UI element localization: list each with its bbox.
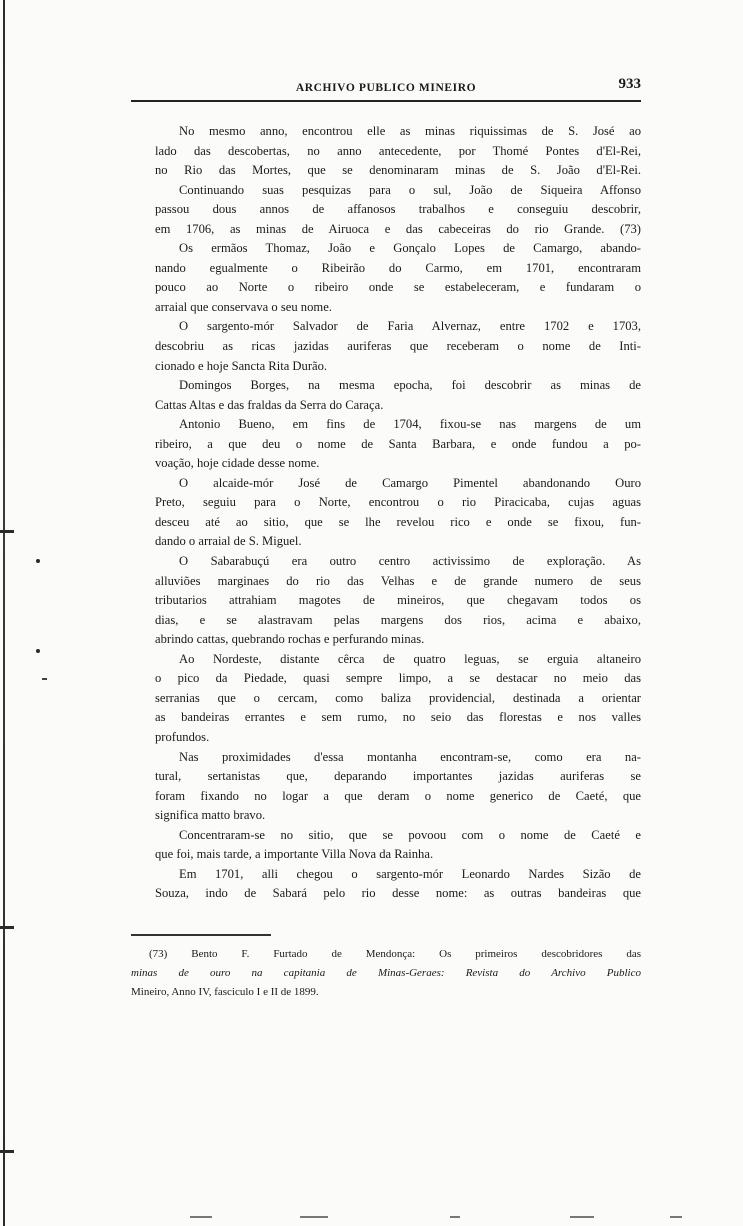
text-line: dando o arraial de S. Miguel. [155,534,302,549]
bottom-edge-mark [300,1216,328,1218]
text-line: Os ermãos Thomaz, João e Gonçalo Lopes de Camargo, abando- [179,241,641,256]
text-line: serranias que o cercam, como baliza providencial, destinada a orientar [155,690,641,705]
bottom-edge-mark [570,1216,594,1218]
footnote-line: Mineiro, Anno IV, fasciculo I e II de 1899. [131,986,319,998]
bottom-edge-marks [150,1216,710,1222]
text-line: Continuando suas pesquizas para o sul, João de Siqueira Affonso [179,182,641,197]
text-line: tural, sertanistas que, deparando importantes jazidas auriferas se [155,769,641,784]
page-number: 933 [618,76,641,92]
paragraph [131,317,641,376]
text-line: em 1706, as minas de Airuoca e das cabeceiras do rio Grande. (73) [155,221,641,236]
paragraph [131,650,641,748]
running-header-title: ARCHIVO PUBLICO MINEIRO [295,82,477,94]
text-line: voação, hoje cidade desse nome. [155,456,320,471]
text-line: foram fixando no logar a que deram o nome generico de Caeté, que [155,788,641,803]
text-line: dias, e se alastravam pelas margens dos rios, acima e abaixo, [155,612,641,627]
text-line: passou dous annos de affanosos trabalhos e conseguiu descobrir, [155,202,641,217]
text-line: Em 1701, alli chegou o sargento-mór Leonardo Nardes Sizão de [179,866,641,881]
binding-edge-mark [0,926,14,929]
binding-edge-mark [0,1150,14,1153]
paragraph [131,552,641,650]
text-line: Concentraram-se no sitio, que se povoou com o nome de Caeté e [179,827,641,842]
text-line: Domingos Borges, na mesma epocha, foi descobrir as minas de [179,378,641,393]
text-line: Cattas Altas e das fraldas da Serra do Caraça. [155,397,384,412]
footnote-line: (73) Bento F. Furtado de Mendonça: Os primeiros descobridores das [149,948,641,960]
paragraph [131,474,641,552]
text-line: o pico da Piedade, quasi sempre limpo, a se destacar no meio das [155,671,641,686]
footnote-rule [131,934,271,936]
bottom-edge-mark [670,1216,682,1218]
text-line: lado das descobertas, no anno antecedente, por Thomé Pontes d'El-Rei, [155,143,641,158]
text-line: desceu até ao sitio, que se lhe revelou rico e onde se fixou, fun- [155,514,641,529]
text-line: as bandeiras errantes e sem rumo, no seio das florestas e nos valles [155,710,641,725]
text-line: Souza, indo de Sabará pelo rio desse nome: as outras bandeiras que [155,886,641,901]
paragraph [131,376,641,415]
paragraph [131,865,641,904]
text-line: no Rio das Mortes, que se denominaram minas de S. João d'El-Rei. [155,163,641,178]
paragraph [131,181,641,240]
text-line: O Sabarabuçú era outro centro activissimo de exploração. As [179,554,641,569]
paragraph [131,748,641,826]
text-line: descobriu as ricas jazidas auriferas que receberam o nome de Inti- [155,339,641,354]
margin-speck [36,559,40,563]
text-line: ribeiro, a que deu o nome de Santa Barbara, e onde fundou a po- [155,436,641,451]
text-line: Antonio Bueno, em fins de 1704, fixou-se nas margens de um [179,417,641,432]
paragraph [131,415,641,474]
margin-speck [36,649,40,653]
text-line: abrindo cattas, quebrando rochas e perfurando minas. [155,632,425,647]
binding-edge-mark [0,530,14,533]
binding-edge-line [3,0,5,1226]
text-line: que foi, mais tarde, a importante Villa Nova da Rainha. [155,847,434,862]
running-header [131,76,641,102]
text-line: profundos. [155,729,210,744]
text-line: pouco ao Norte o ribeiro onde se estabeleceram, e fundaram o [155,280,641,295]
bottom-edge-mark [450,1216,460,1218]
text-line: Preto, seguiu para o Norte, encontrou o rio Piracicaba, cujas aguas [155,495,641,510]
text-line: alluviões marginaes do rio das Velhas e de grande numero de seus [155,573,641,588]
text-line: tributarios attrahiam magotes de mineiros, que chegavam todos os [155,593,641,608]
text-line: Ao Nordeste, distante cêrca de quatro leguas, se erguia altaneiro [179,651,641,666]
paragraph [131,239,641,317]
bottom-edge-mark [190,1216,212,1218]
text-line: significa matto bravo. [155,808,266,823]
text-line: No mesmo anno, encontrou elle as minas riquissimas de S. José ao [179,124,641,138]
margin-speck [42,678,47,680]
text-line: cionado e hoje Sancta Rita Durão. [155,358,328,373]
text-line: arraial que conservava o seu nome. [155,299,332,314]
body-text [131,122,641,904]
text-line: nando egualmente o Ribeirão do Carmo, em 1701, encontraram [155,260,641,275]
text-line: O sargento-mór Salvador de Faria Alvernaz, entre 1702 e 1703, [179,319,641,334]
text-line: O alcaide-mór José de Camargo Pimentel abandonando Ouro [179,475,641,490]
text-line: Nas proximidades d'essa montanha encontram-se, como era na- [179,749,641,764]
header-rule [131,100,641,102]
footnote [131,945,641,1002]
paragraph [131,122,641,181]
paragraph [131,826,641,865]
footnote-line: minas de ouro na capitania de Minas-Geraes: Revista do Archivo Publico [131,967,641,979]
